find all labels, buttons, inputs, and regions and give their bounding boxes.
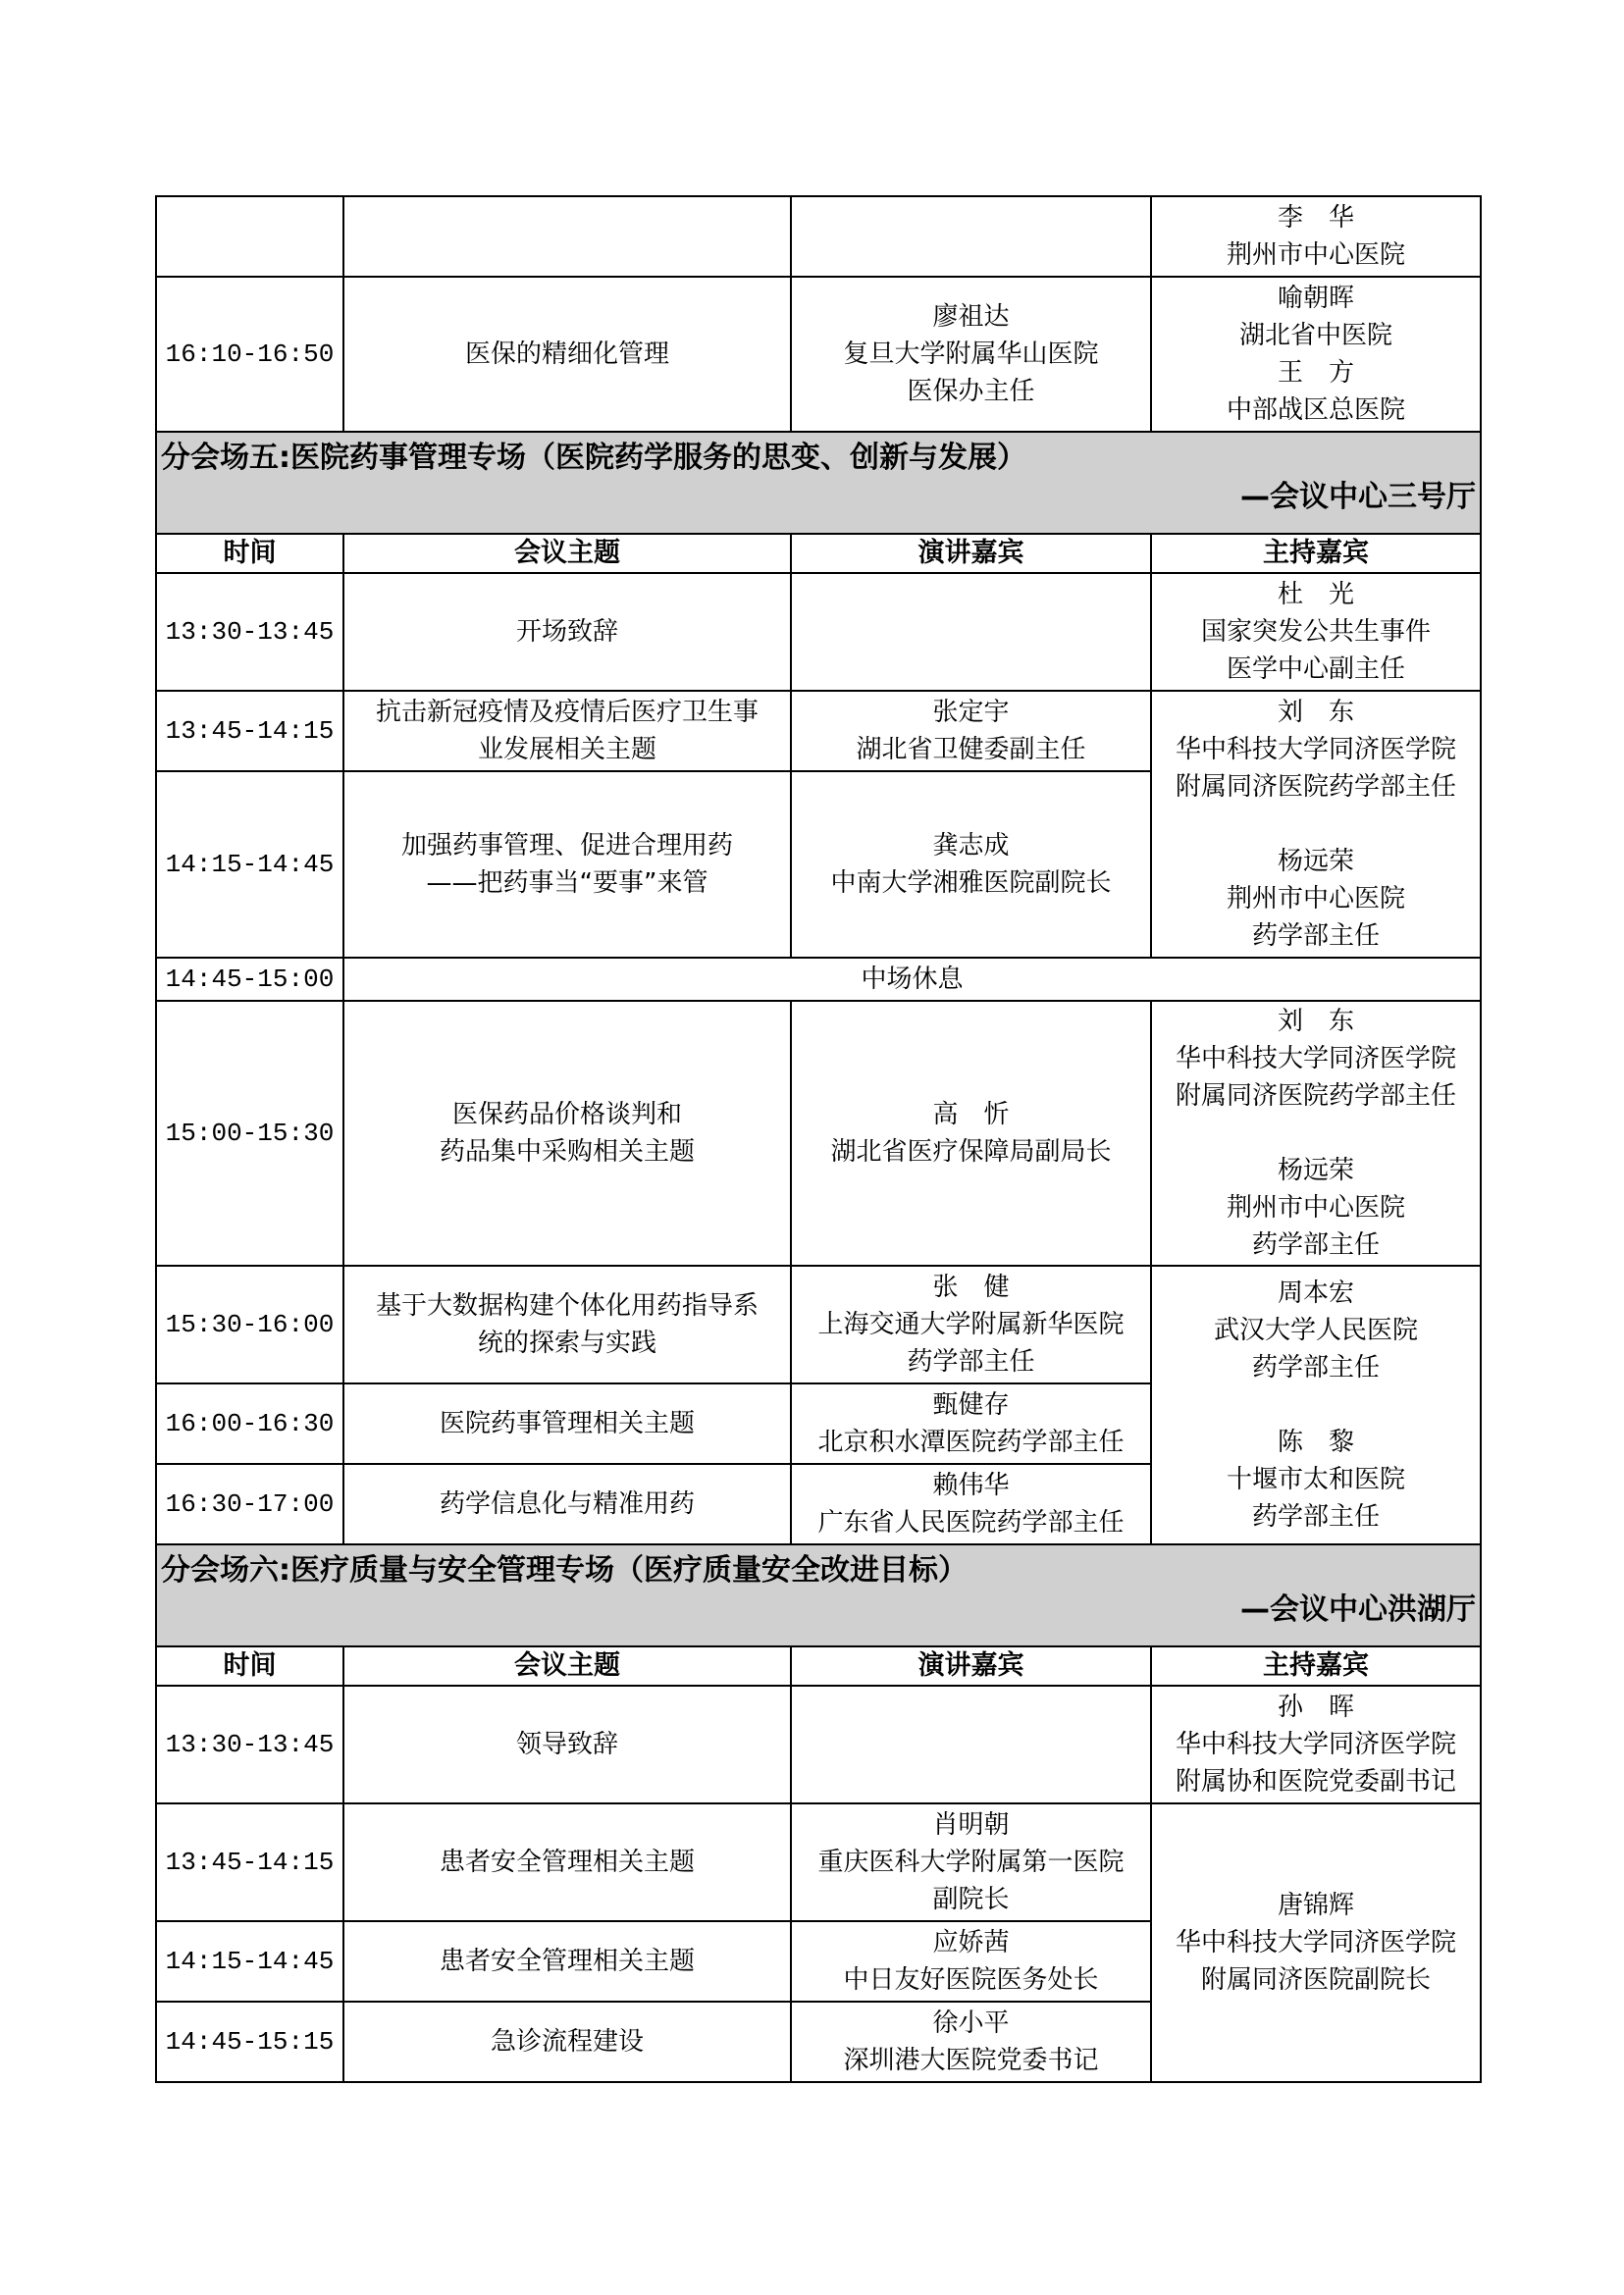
topic-cell: 医院药事管理相关主题 <box>343 1383 791 1464</box>
speaker-line: 赖伟华 <box>932 1471 1010 1500</box>
host-line: 喻朝晖 <box>1277 284 1354 313</box>
speaker-line: 湖北省卫健委副主任 <box>856 735 1086 764</box>
table-row <box>156 958 1481 1001</box>
speaker-cell <box>791 573 1151 691</box>
header-row <box>156 534 1481 573</box>
topic-line: 医保药品价格谈判和 <box>451 1100 682 1129</box>
spacer <box>1154 806 1478 843</box>
time-cell: 16:10-16:50 <box>156 277 343 432</box>
host-line: 华中科技大学同济医学院 <box>1175 735 1456 764</box>
host-line: 荆州市中心医院 <box>1226 1193 1405 1223</box>
host-line: 湖北省中医院 <box>1238 321 1392 350</box>
session-title: 分会场六:医疗质量与安全管理专场（医疗质量安全改进目标） <box>161 1553 968 1588</box>
session-banner <box>156 1544 1481 1646</box>
host-line: 杨远荣 <box>1277 847 1354 876</box>
speaker-cell <box>791 691 1151 771</box>
time-cell: 14:15-14:45 <box>156 1921 343 2002</box>
topic-line: 药品集中采购相关主题 <box>439 1137 695 1167</box>
session-venue: —会议中心三号厅 <box>1240 480 1476 514</box>
speaker-line: 深圳港大医院党委书记 <box>843 2046 1099 2075</box>
time-cell: 14:15-14:45 <box>156 771 343 958</box>
host-line: 中部战区总医院 <box>1226 395 1405 425</box>
time-cell: 15:00-15:30 <box>156 1001 343 1266</box>
host-line: 陈 黎 <box>1277 1428 1354 1457</box>
time-cell: 13:45-14:15 <box>156 691 343 771</box>
topic-cell: 药学信息化与精准用药 <box>343 1464 791 1544</box>
time-cell: 13:45-14:15 <box>156 1803 343 1921</box>
host-cell <box>1151 1001 1481 1266</box>
table-row <box>156 1686 1481 1803</box>
column-header-time: 时间 <box>156 1646 343 1686</box>
session-title: 分会场五:医院药事管理专场（医院药学服务的思变、创新与发展） <box>161 441 1026 475</box>
column-header-topic: 会议主题 <box>343 534 791 573</box>
table-row <box>156 1803 1481 1921</box>
speaker-line: 复旦大学附属华山医院 <box>843 339 1099 369</box>
host-cell <box>1151 1686 1481 1803</box>
speaker-cell <box>791 1001 1151 1266</box>
speaker-cell <box>791 1921 1151 2002</box>
speaker-cell <box>791 1803 1151 1921</box>
host-cell <box>1151 1803 1481 2082</box>
column-header-host: 主持嘉宾 <box>1151 534 1481 573</box>
host-line: 国家突发公共生事件 <box>1200 617 1431 647</box>
session-venue: —会议中心洪湖厅 <box>1240 1592 1476 1627</box>
topic-cell: 急诊流程建设 <box>343 2002 791 2082</box>
host-line: 药学部主任 <box>1251 1353 1380 1382</box>
host-line: 王 方 <box>1277 358 1354 388</box>
host-line: 荆州市中心医院 <box>1226 884 1405 913</box>
host-line: 医学中心副主任 <box>1226 654 1405 684</box>
topic-cell <box>343 1266 791 1383</box>
column-header-speaker: 演讲嘉宾 <box>791 1646 1151 1686</box>
host-line: 杨远荣 <box>1277 1156 1354 1185</box>
speaker-line: 张定宇 <box>932 698 1010 727</box>
time-cell: 16:00-16:30 <box>156 1383 343 1464</box>
schedule-table <box>155 195 1482 2083</box>
topic-line: 加强药事管理、促进合理用药 <box>400 831 733 861</box>
speaker-cell <box>791 2002 1151 2082</box>
spacer <box>1154 1386 1478 1424</box>
topic-line: ——把药事当“要事”来管 <box>426 868 708 898</box>
topic-line: 统的探索与实践 <box>477 1329 656 1358</box>
column-header-speaker: 演讲嘉宾 <box>791 534 1151 573</box>
speaker-line: 中日友好医院医务处长 <box>843 1965 1099 1995</box>
speaker-cell <box>791 1383 1151 1464</box>
speaker-line: 廖祖达 <box>932 302 1010 332</box>
speaker-cell <box>791 1686 1151 1803</box>
host-line: 荆州市中心医院 <box>1226 240 1405 270</box>
host-line: 周本宏 <box>1277 1278 1354 1308</box>
host-cell <box>1151 1266 1481 1544</box>
speaker-line: 医保办主任 <box>907 377 1035 406</box>
topic-cell: 领导致辞 <box>343 1686 791 1803</box>
host-line: 孙 晖 <box>1277 1693 1354 1722</box>
speaker-line: 龚志成 <box>932 831 1010 861</box>
host-cell <box>1151 573 1481 691</box>
topic-cell <box>343 1001 791 1266</box>
host-line: 附属同济医院药学部主任 <box>1175 772 1456 802</box>
table-row <box>156 691 1481 771</box>
topic-line: 业发展相关主题 <box>477 735 656 764</box>
session-banner-cell <box>156 432 1481 534</box>
time-cell: 13:30-13:45 <box>156 573 343 691</box>
time-cell: 14:45-15:15 <box>156 2002 343 2082</box>
host-cell <box>1151 277 1481 432</box>
break-cell: 中场休息 <box>343 958 1481 1001</box>
speaker-cell <box>791 196 1151 277</box>
host-line: 刘 东 <box>1277 1007 1354 1036</box>
topic-cell <box>343 691 791 771</box>
time-cell: 15:30-16:00 <box>156 1266 343 1383</box>
speaker-line: 北京积水潭医院药学部主任 <box>817 1428 1125 1457</box>
session-banner <box>156 432 1481 534</box>
table-row <box>156 1266 1481 1383</box>
topic-line: 基于大数据构建个体化用药指导系 <box>375 1291 759 1321</box>
header-row <box>156 1646 1481 1686</box>
time-cell: 13:30-13:45 <box>156 1686 343 1803</box>
host-line: 附属同济医院药学部主任 <box>1175 1081 1456 1111</box>
speaker-line: 徐小平 <box>932 2008 1010 2038</box>
speaker-cell <box>791 1266 1151 1383</box>
host-line: 附属同济医院副院长 <box>1200 1965 1431 1995</box>
host-line: 刘 东 <box>1277 698 1354 727</box>
host-line: 华中科技大学同济医学院 <box>1175 1044 1456 1073</box>
topic-cell: 开场致辞 <box>343 573 791 691</box>
table-row <box>156 1001 1481 1266</box>
host-line: 杜 光 <box>1277 580 1354 609</box>
column-header-topic: 会议主题 <box>343 1646 791 1686</box>
speaker-line: 高 忻 <box>932 1100 1010 1129</box>
host-line: 十堰市太和医院 <box>1226 1465 1405 1494</box>
time-cell <box>156 196 343 277</box>
column-header-time: 时间 <box>156 534 343 573</box>
table-row <box>156 573 1481 691</box>
host-cell <box>1151 196 1481 277</box>
spacer <box>1154 1115 1478 1152</box>
speaker-line: 中南大学湘雅医院副院长 <box>830 868 1112 898</box>
speaker-cell <box>791 277 1151 432</box>
speaker-line: 甄健存 <box>932 1390 1010 1420</box>
table-row <box>156 277 1481 432</box>
host-line: 华中科技大学同济医学院 <box>1175 1928 1456 1957</box>
topic-line: 抗击新冠疫情及疫情后医疗卫生事 <box>375 698 759 727</box>
speaker-line: 肖明朝 <box>932 1810 1010 1840</box>
host-line: 药学部主任 <box>1251 1502 1380 1532</box>
speaker-line: 张 健 <box>932 1273 1010 1302</box>
host-line: 李 华 <box>1277 203 1354 233</box>
host-cell <box>1151 691 1481 958</box>
speaker-line: 湖北省医疗保障局副局长 <box>830 1137 1112 1167</box>
topic-cell: 医保的精细化管理 <box>343 277 791 432</box>
topic-cell: 患者安全管理相关主题 <box>343 1803 791 1921</box>
speaker-line: 应娇茜 <box>932 1928 1010 1957</box>
host-line: 武汉大学人民医院 <box>1213 1316 1418 1345</box>
session-banner-cell <box>156 1544 1481 1646</box>
topic-cell: 患者安全管理相关主题 <box>343 1921 791 2002</box>
time-cell: 14:45-15:00 <box>156 958 343 1001</box>
host-line: 药学部主任 <box>1251 921 1380 951</box>
speaker-line: 药学部主任 <box>907 1347 1035 1377</box>
topic-cell <box>343 771 791 958</box>
host-line: 华中科技大学同济医学院 <box>1175 1730 1456 1759</box>
host-line: 药学部主任 <box>1251 1230 1380 1260</box>
speaker-line: 上海交通大学附属新华医院 <box>817 1310 1125 1339</box>
speaker-line: 重庆医科大学附属第一医院 <box>817 1848 1125 1877</box>
speaker-line: 副院长 <box>932 1885 1010 1914</box>
time-cell: 16:30-17:00 <box>156 1464 343 1544</box>
column-header-host: 主持嘉宾 <box>1151 1646 1481 1686</box>
speaker-cell <box>791 771 1151 958</box>
table-row <box>156 196 1481 277</box>
host-line: 附属协和医院党委副书记 <box>1175 1767 1456 1797</box>
host-line: 唐锦辉 <box>1277 1891 1354 1920</box>
speaker-line: 广东省人民医院药学部主任 <box>817 1508 1125 1538</box>
speaker-cell <box>791 1464 1151 1544</box>
topic-cell <box>343 196 791 277</box>
